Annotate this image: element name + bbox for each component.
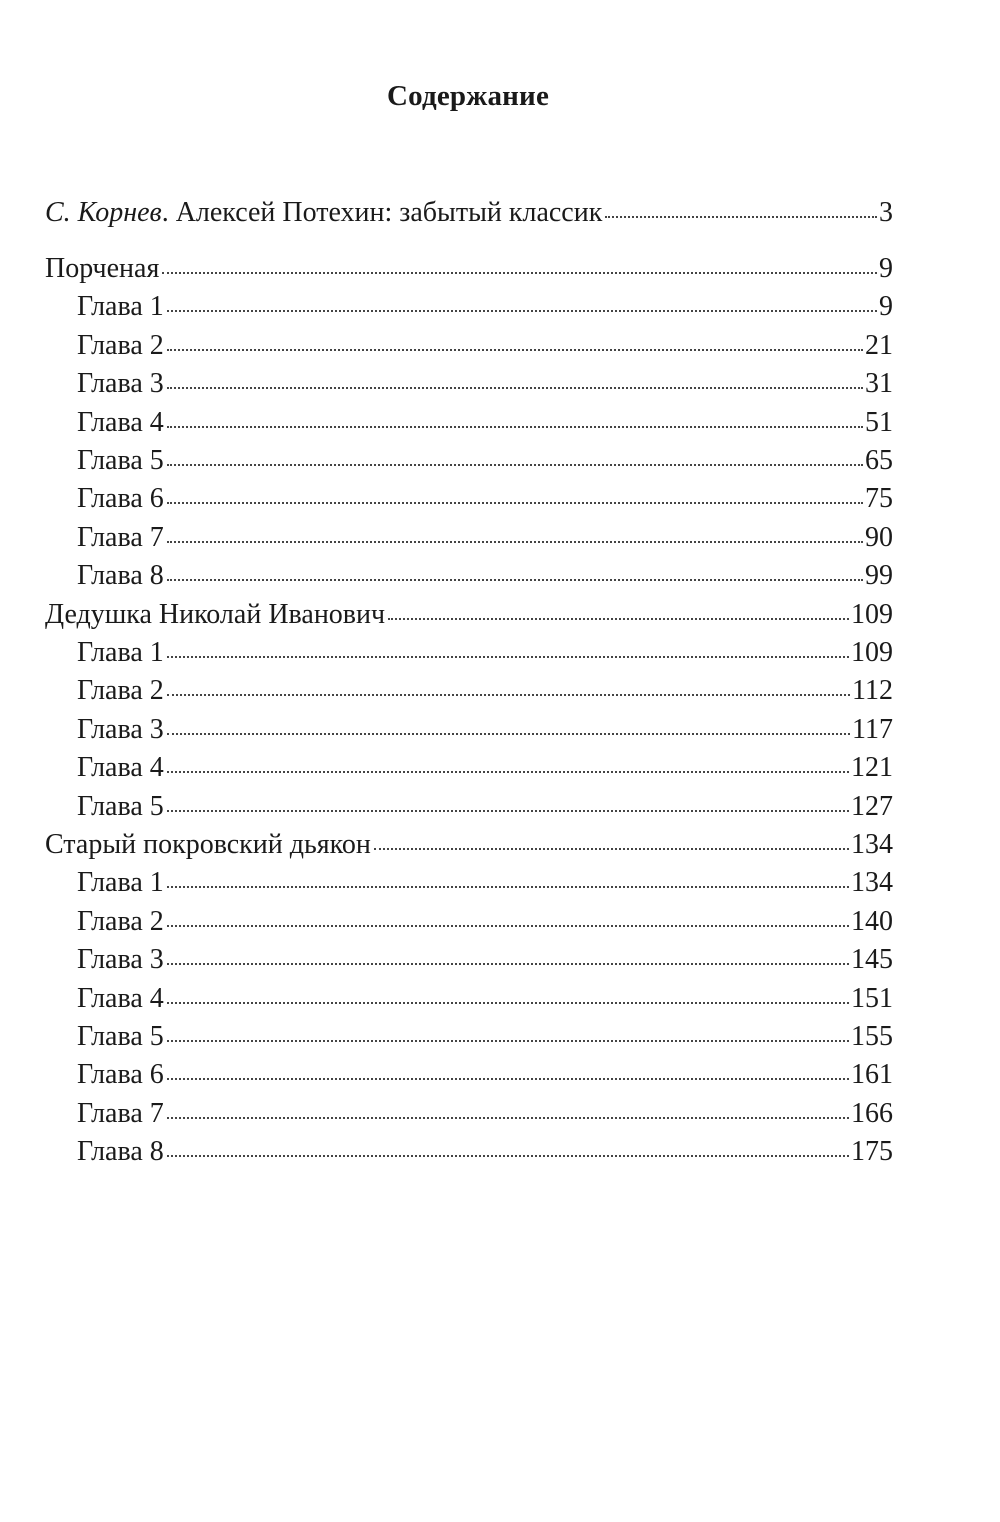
toc-entry-work <box>45 598 893 632</box>
toc-page-number: 134 <box>851 867 893 899</box>
dot-leader <box>167 1002 849 1004</box>
page-title: Содержание <box>386 80 550 112</box>
toc-entry-label: Глава 2 <box>77 675 164 707</box>
toc-page-number: 21 <box>865 329 893 361</box>
dot-leader <box>167 810 849 812</box>
toc-page-number: 112 <box>852 675 893 707</box>
toc-page-number: 117 <box>852 713 893 745</box>
toc-entry-label: Глава 4 <box>77 752 164 784</box>
toc-entry-chapter <box>77 751 893 785</box>
toc-entry-label: Глава 5 <box>77 790 164 822</box>
toc-entry-chapter <box>77 943 893 977</box>
dot-leader <box>167 541 863 543</box>
dot-leader <box>167 886 849 888</box>
toc-entry-label: Дедушка Николай Иванович <box>45 598 386 630</box>
toc-page-number: 90 <box>865 521 893 553</box>
toc-page-number: 31 <box>865 368 893 400</box>
toc-entry-chapter <box>77 1097 893 1131</box>
toc-entry-chapter <box>77 790 893 824</box>
dot-leader <box>167 579 863 581</box>
toc-entry-chapter <box>77 444 893 478</box>
toc-entry-chapter <box>77 521 893 555</box>
toc-entry-label: Глава 1 <box>77 291 164 323</box>
toc-entry-label: Глава 8 <box>77 1136 164 1168</box>
toc-entry-chapter <box>77 559 893 593</box>
dot-leader <box>167 349 863 351</box>
dot-leader <box>167 1078 849 1080</box>
toc-entry-label: Глава 8 <box>77 560 164 592</box>
toc-entry-chapter <box>77 636 893 670</box>
dot-leader <box>388 618 849 620</box>
toc-entry-label: Глава 7 <box>77 521 164 553</box>
dot-leader <box>167 771 849 773</box>
toc-page-number: 9 <box>879 253 893 284</box>
toc-page-number: 65 <box>865 445 893 476</box>
toc-entry-label: Глава 1 <box>77 867 164 899</box>
toc-entry-label: Глава 1 <box>77 637 164 668</box>
dot-leader <box>605 216 877 218</box>
toc-entry-chapter <box>77 982 893 1016</box>
toc-page-number: 145 <box>851 944 893 976</box>
intro-author: С. Корнев <box>45 197 162 228</box>
toc-page-number: 127 <box>851 790 893 822</box>
toc-entry-label: Глава 7 <box>77 1097 164 1129</box>
toc-entry-chapter <box>77 1058 893 1092</box>
toc-entry-label: Старый покровский дьякон <box>45 829 371 860</box>
toc-entry-label: Глава 5 <box>77 1021 164 1052</box>
toc-page-number: 155 <box>851 1021 893 1052</box>
toc-entry-work <box>45 252 893 286</box>
intro-title: . Алексей Потехин: забытый классик <box>161 197 603 228</box>
toc-entry-chapter <box>77 482 893 516</box>
toc-entry-label: Глава 6 <box>77 1059 164 1091</box>
toc-entry-label: Глава 4 <box>77 406 164 438</box>
toc-page-number: 175 <box>851 1136 893 1168</box>
toc-entry-label: Глава 6 <box>77 483 164 515</box>
dot-leader <box>167 1040 849 1042</box>
dot-leader <box>167 1117 849 1119</box>
toc-page-number: 134 <box>851 829 893 860</box>
toc-page-number: 75 <box>865 483 893 515</box>
toc-entry-chapter <box>77 1135 893 1169</box>
dot-leader <box>167 502 863 504</box>
dot-leader <box>167 694 850 696</box>
toc-entry-chapter <box>77 866 893 900</box>
toc-entry-chapter <box>77 674 893 708</box>
toc-entry-label: Глава 3 <box>77 713 164 745</box>
toc-page-number: 161 <box>851 1059 893 1091</box>
toc-page-number: 99 <box>865 560 893 592</box>
toc-entry-label: Глава 5 <box>77 445 164 476</box>
toc-entry-chapter <box>77 290 893 324</box>
toc-page-number: 121 <box>851 752 893 784</box>
dot-leader <box>167 733 850 735</box>
toc-entry-label: Глава 4 <box>77 982 164 1014</box>
dot-leader <box>167 1155 849 1157</box>
dot-leader <box>167 464 863 466</box>
toc-entry-chapter <box>77 367 893 401</box>
toc-entry-chapter <box>77 329 893 363</box>
toc-page-number: 109 <box>851 598 893 630</box>
toc-page-number: 109 <box>851 637 893 668</box>
toc-entry-chapter <box>77 905 893 939</box>
toc-entry-work <box>45 828 893 862</box>
toc-page-number: 9 <box>879 291 893 323</box>
toc-entry-chapter <box>77 406 893 440</box>
toc-page-number: 51 <box>865 406 893 438</box>
dot-leader <box>167 656 849 658</box>
dot-leader <box>167 426 863 428</box>
dot-leader <box>167 310 877 312</box>
toc-entry-label: Порченая <box>45 253 160 284</box>
toc-page-number: 3 <box>879 197 893 228</box>
toc-entry-chapter <box>77 1020 893 1054</box>
toc-page-number: 140 <box>851 905 893 937</box>
toc-page-number: 166 <box>851 1097 893 1129</box>
dot-leader <box>167 963 849 965</box>
dot-leader <box>167 387 863 389</box>
dot-leader <box>374 848 849 850</box>
toc-entry-label: Глава 3 <box>77 944 164 976</box>
toc-page-number: 151 <box>851 982 893 1014</box>
toc-entry-label: Глава 3 <box>77 368 164 400</box>
toc-entry-chapter <box>77 713 893 747</box>
dot-leader <box>162 272 877 274</box>
toc-entry-label <box>45 196 602 230</box>
toc-entry-label: Глава 2 <box>77 905 164 937</box>
toc-entry-label: Глава 2 <box>77 329 164 361</box>
dot-leader <box>167 925 849 927</box>
toc-entry-intro <box>45 196 893 230</box>
